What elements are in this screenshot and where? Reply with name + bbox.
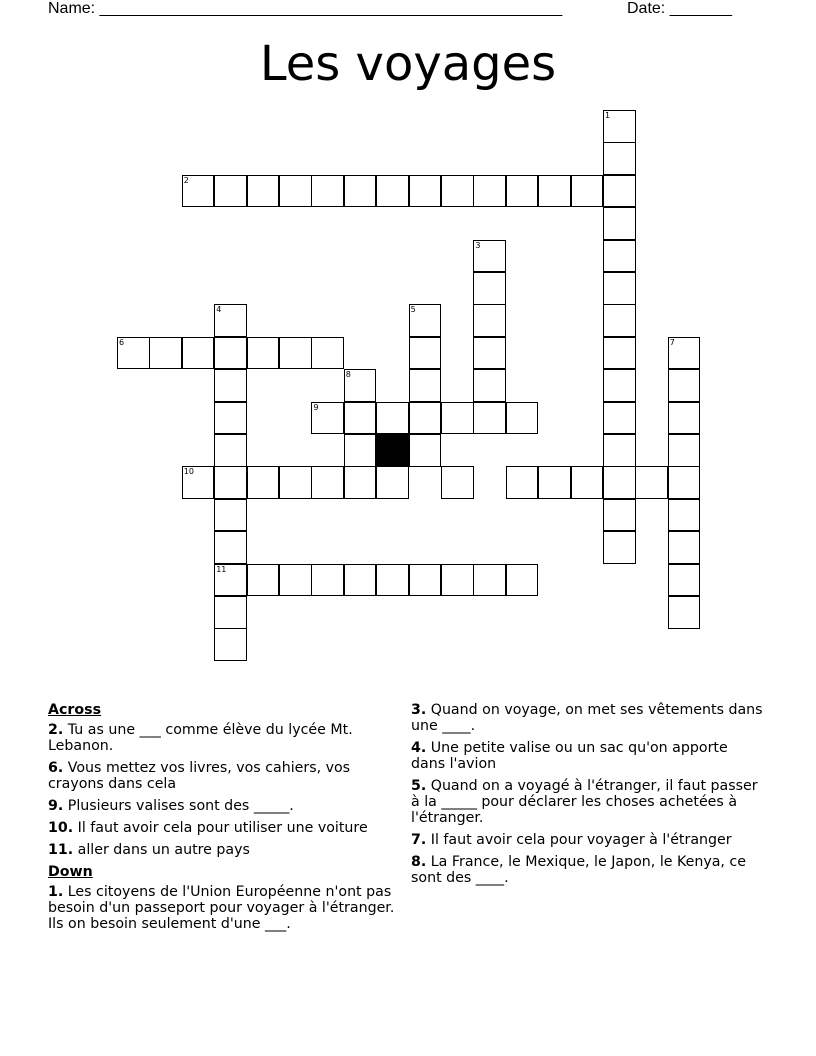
clue-number: 5. bbox=[411, 778, 427, 794]
clue-item bbox=[48, 798, 400, 814]
clue-text: Plusieurs valises sont des _____. bbox=[63, 798, 294, 814]
grid-cell[interactable] bbox=[473, 175, 506, 208]
clues-right-column bbox=[411, 702, 763, 892]
grid-cell[interactable] bbox=[149, 337, 182, 370]
grid-cell[interactable] bbox=[214, 337, 247, 370]
clue-number-label: 8 bbox=[345, 370, 351, 380]
grid-cell[interactable] bbox=[473, 402, 506, 435]
clue-number: 2. bbox=[48, 722, 64, 738]
grid-cell[interactable] bbox=[473, 369, 506, 402]
clue-item bbox=[48, 820, 400, 836]
grid-cell[interactable] bbox=[311, 175, 344, 208]
grid-cell[interactable] bbox=[668, 564, 701, 597]
grid-cell[interactable] bbox=[344, 402, 377, 435]
grid-cell[interactable] bbox=[668, 402, 701, 435]
grid-cell[interactable] bbox=[182, 175, 215, 208]
grid-cell[interactable] bbox=[668, 434, 701, 467]
grid-cell[interactable] bbox=[603, 304, 636, 337]
grid-cell[interactable] bbox=[214, 402, 247, 435]
grid-cell[interactable] bbox=[668, 337, 701, 370]
grid-cell[interactable] bbox=[311, 564, 344, 597]
grid-cell[interactable] bbox=[603, 369, 636, 402]
clue-number-label: 4 bbox=[216, 305, 222, 315]
grid-cell[interactable] bbox=[441, 175, 474, 208]
name-line: Name: ____________________________________________________ bbox=[48, 0, 563, 17]
grid-cell[interactable] bbox=[409, 564, 442, 597]
grid-cell[interactable] bbox=[279, 466, 312, 499]
grid-cell[interactable] bbox=[603, 272, 636, 305]
grid-cell[interactable] bbox=[214, 499, 247, 532]
clue-number: 11. bbox=[48, 842, 74, 858]
grid-cell[interactable] bbox=[247, 337, 280, 370]
grid-cell[interactable] bbox=[311, 402, 344, 435]
grid-cell[interactable] bbox=[603, 434, 636, 467]
clue-item bbox=[411, 740, 763, 772]
grid-cell[interactable] bbox=[571, 175, 604, 208]
grid-cell[interactable] bbox=[247, 175, 280, 208]
grid-cell[interactable] bbox=[376, 564, 409, 597]
clue-number-label: 11 bbox=[216, 564, 227, 574]
grid-cell[interactable] bbox=[409, 175, 442, 208]
grid-cell[interactable] bbox=[279, 175, 312, 208]
grid-cell[interactable] bbox=[182, 337, 215, 370]
clues-left-column bbox=[48, 702, 400, 938]
grid-cell[interactable] bbox=[473, 337, 506, 370]
date-line: Date: _______ bbox=[627, 0, 732, 17]
grid-cell[interactable] bbox=[182, 466, 215, 499]
grid-cell[interactable] bbox=[473, 564, 506, 597]
clue-number-label: 9 bbox=[313, 402, 319, 412]
grid-cell[interactable] bbox=[344, 466, 377, 499]
grid-cell[interactable] bbox=[473, 272, 506, 305]
grid-cell[interactable] bbox=[344, 434, 377, 467]
grid-cell[interactable] bbox=[506, 564, 539, 597]
clue-number-label: 10 bbox=[183, 467, 194, 477]
clue-number: 3. bbox=[411, 702, 427, 718]
clue-text: Vous mettez vos livres, vos cahiers, vos crayons dans cela bbox=[48, 760, 351, 792]
clue-text: Quand on a voyagé à l'étranger, il faut passer à la _____ pour déclarer les choses achetées à l'étranger. bbox=[411, 778, 758, 826]
clue-text: Une petite valise ou un sac qu'on apporte dans l'avion bbox=[411, 740, 728, 772]
grid-cell[interactable] bbox=[603, 337, 636, 370]
clue-number: 8. bbox=[411, 854, 427, 870]
grid-cell[interactable] bbox=[603, 110, 636, 143]
grid-cell[interactable] bbox=[603, 531, 636, 564]
clue-number-label: 6 bbox=[119, 337, 125, 347]
grid-cell[interactable] bbox=[668, 596, 701, 629]
grid-cell[interactable] bbox=[603, 207, 636, 240]
grid-cell[interactable] bbox=[214, 369, 247, 402]
across-heading: Across bbox=[48, 702, 102, 718]
clue-number: 9. bbox=[48, 798, 64, 814]
grid-cell[interactable] bbox=[441, 402, 474, 435]
grid-cell[interactable] bbox=[311, 337, 344, 370]
clue-number: 7. bbox=[411, 832, 427, 848]
clue-item bbox=[411, 832, 763, 848]
grid-cell[interactable] bbox=[214, 304, 247, 337]
grid-cell[interactable] bbox=[506, 402, 539, 435]
grid-cell[interactable] bbox=[603, 402, 636, 435]
grid-cell[interactable] bbox=[409, 402, 442, 435]
grid-cell[interactable] bbox=[603, 240, 636, 273]
clue-text: Quand on voyage, on met ses vêtements dans une ____. bbox=[411, 702, 763, 734]
clue-item bbox=[48, 884, 400, 932]
grid-cell[interactable] bbox=[214, 466, 247, 499]
grid-cell[interactable] bbox=[409, 434, 442, 467]
grid-cell[interactable] bbox=[441, 564, 474, 597]
clue-number: 4. bbox=[411, 740, 427, 756]
grid-cell[interactable] bbox=[538, 175, 571, 208]
grid-cell[interactable] bbox=[376, 466, 409, 499]
clue-item bbox=[411, 854, 763, 886]
grid-cell[interactable] bbox=[409, 304, 442, 337]
clue-number-label: 5 bbox=[410, 305, 416, 315]
clue-text: aller dans un autre pays bbox=[73, 842, 250, 858]
grid-cell[interactable] bbox=[214, 175, 247, 208]
grid-cell[interactable] bbox=[473, 304, 506, 337]
grid-cell[interactable] bbox=[214, 564, 247, 597]
grid-cell[interactable] bbox=[247, 564, 280, 597]
grid-cell[interactable] bbox=[214, 531, 247, 564]
grid-cell[interactable] bbox=[668, 499, 701, 532]
clue-item bbox=[48, 760, 400, 792]
grid-cell[interactable] bbox=[603, 175, 636, 208]
grid-cell[interactable] bbox=[214, 628, 247, 661]
clue-text: La France, le Mexique, le Japon, le Kenya, ce sont des ____. bbox=[411, 854, 746, 886]
grid-cell[interactable] bbox=[635, 466, 668, 499]
clue-number-label: 1 bbox=[605, 111, 611, 120]
clue-text: Il faut avoir cela pour voyager à l'étranger bbox=[426, 832, 732, 848]
grid-cell[interactable] bbox=[538, 466, 571, 499]
clue-number-label: 2 bbox=[183, 175, 189, 185]
grid-cell[interactable] bbox=[376, 402, 409, 435]
grid-cell[interactable] bbox=[279, 564, 312, 597]
down-clue-list bbox=[48, 884, 400, 932]
grid-cell[interactable] bbox=[603, 142, 636, 175]
grid-cell[interactable] bbox=[506, 175, 539, 208]
clue-item bbox=[411, 778, 763, 826]
grid-cell[interactable] bbox=[344, 175, 377, 208]
grid-cell[interactable] bbox=[344, 369, 377, 402]
page-title: Les voyages bbox=[259, 36, 557, 92]
clue-number: 1. bbox=[48, 884, 64, 900]
grid-cell[interactable] bbox=[279, 337, 312, 370]
grid-cell[interactable] bbox=[668, 369, 701, 402]
grid-cell[interactable] bbox=[214, 596, 247, 629]
grid-cell[interactable] bbox=[668, 466, 701, 499]
grid-cell[interactable] bbox=[473, 240, 506, 273]
clue-text: Il faut avoir cela pour utiliser une voiture bbox=[73, 820, 368, 836]
down-heading: Down bbox=[48, 864, 93, 880]
clue-number: 10. bbox=[48, 820, 74, 836]
clue-item bbox=[411, 702, 763, 734]
grid-cell[interactable] bbox=[409, 337, 442, 370]
grid-cell[interactable] bbox=[668, 531, 701, 564]
grid-cell[interactable] bbox=[214, 434, 247, 467]
grid-cell[interactable] bbox=[376, 175, 409, 208]
across-clue-list bbox=[48, 722, 400, 858]
grid-cell[interactable] bbox=[506, 466, 539, 499]
clue-number-label: 7 bbox=[669, 337, 675, 347]
clue-item bbox=[48, 722, 400, 754]
grid-cell[interactable] bbox=[603, 466, 636, 499]
clue-item bbox=[48, 842, 400, 858]
grid-cell[interactable] bbox=[344, 564, 377, 597]
down-clue-list-continued bbox=[411, 702, 763, 886]
grid-cell[interactable] bbox=[441, 466, 474, 499]
grid-cell[interactable] bbox=[603, 499, 636, 532]
clue-number-label: 3 bbox=[475, 240, 481, 250]
clue-number: 6. bbox=[48, 760, 64, 776]
grid-cell[interactable] bbox=[409, 369, 442, 402]
grid-cell[interactable] bbox=[311, 466, 344, 499]
clue-text: Tu as une ___ comme élève du lycée Mt. Lebanon. bbox=[48, 722, 353, 754]
grid-block-cell bbox=[376, 434, 409, 467]
grid-cell[interactable] bbox=[571, 466, 604, 499]
grid-cell[interactable] bbox=[117, 337, 150, 370]
grid-cell[interactable] bbox=[247, 466, 280, 499]
clue-text: Les citoyens de l'Union Européenne n'ont pas besoin d'un passeport pour voyager à l'étranger. Ils on besoin seulement d'une ___. bbox=[48, 884, 395, 932]
